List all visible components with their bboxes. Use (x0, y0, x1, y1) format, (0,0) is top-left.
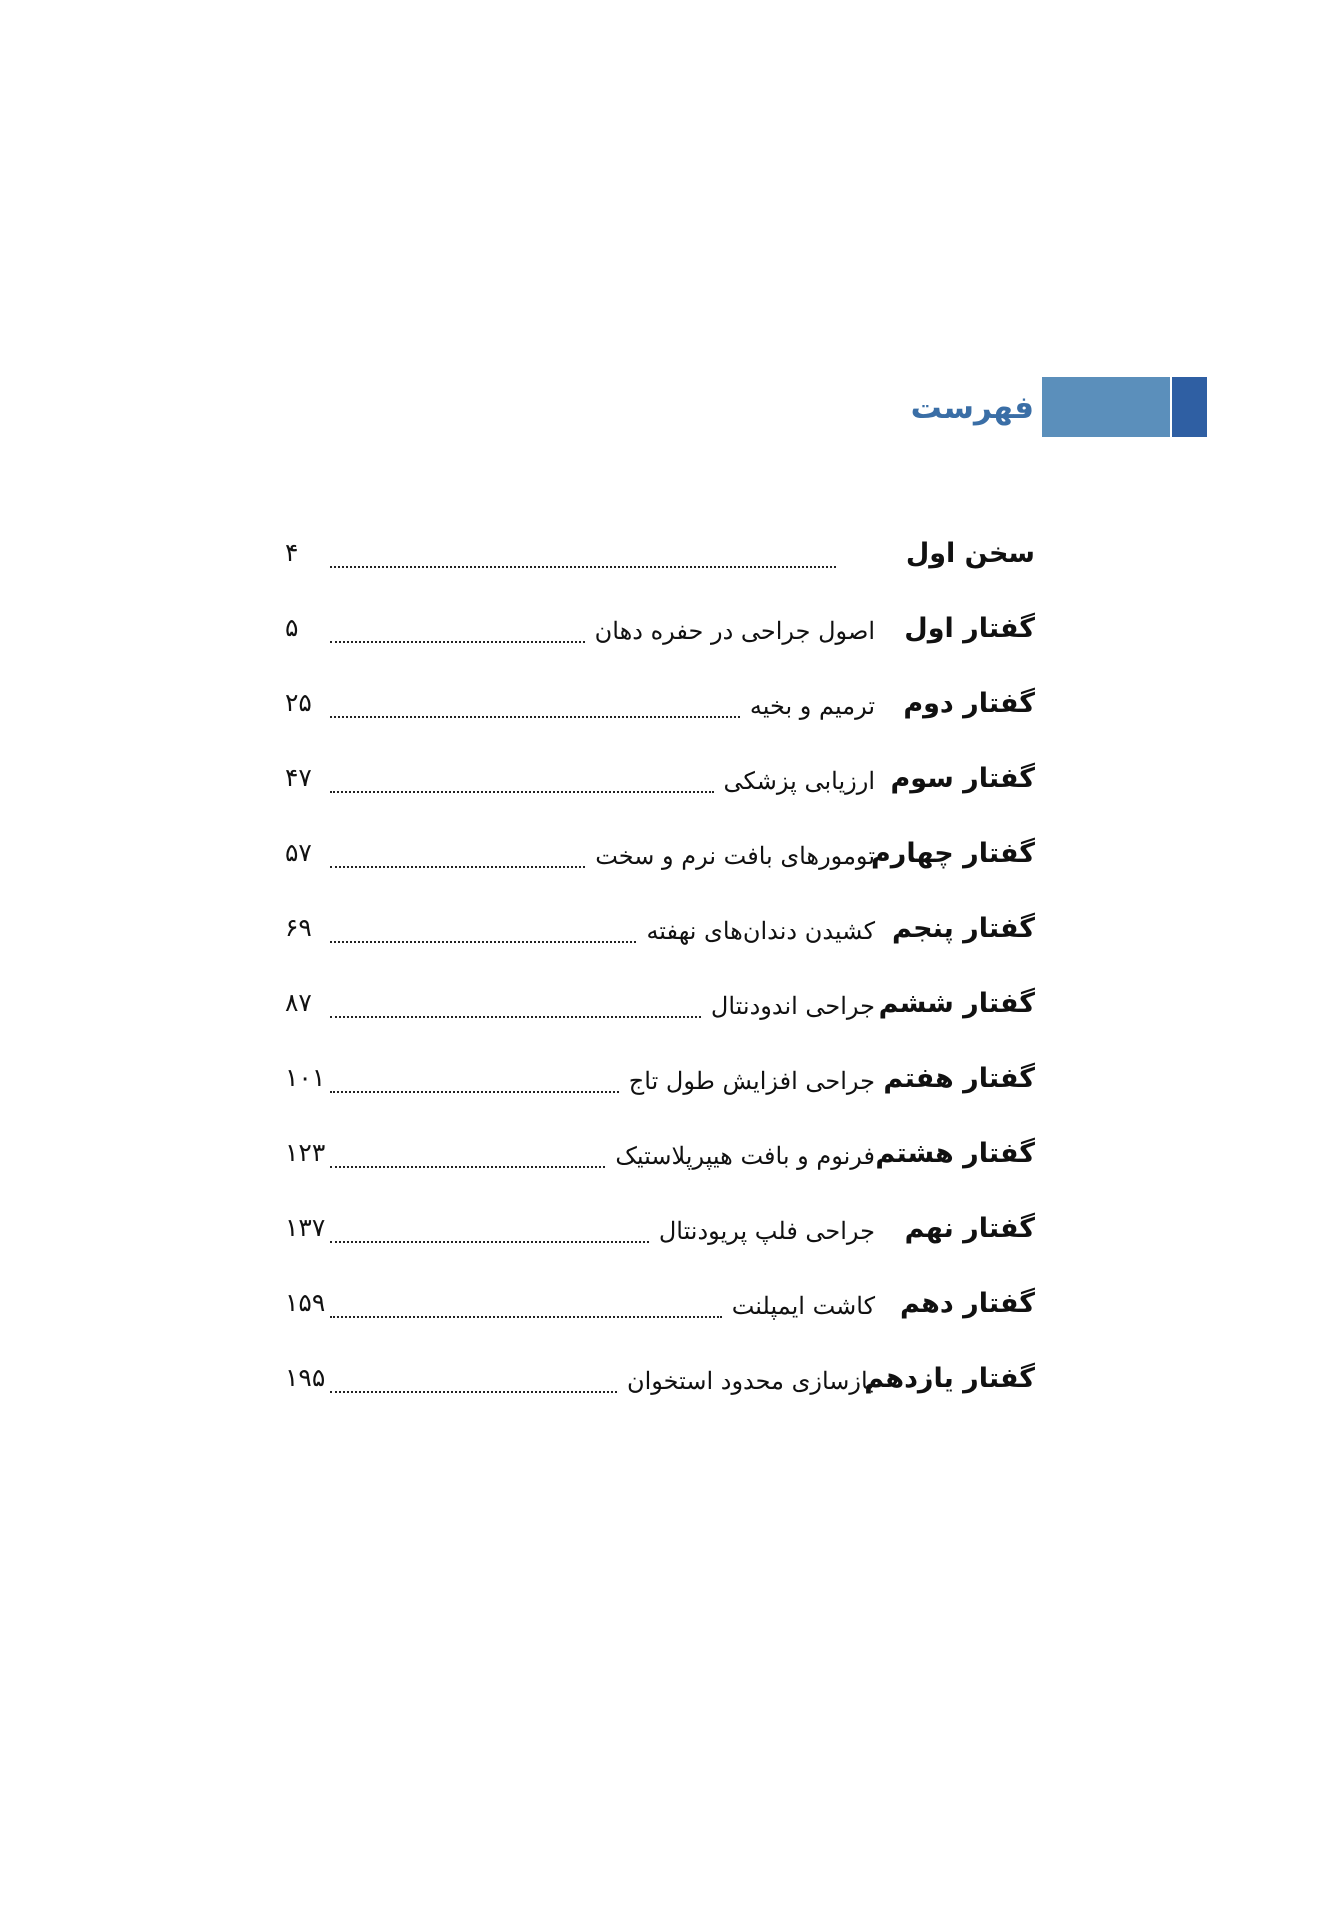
toc-entry[interactable] (285, 680, 1035, 755)
chapter-label: گفتار دهم (900, 1288, 1035, 1319)
chapter-label: گفتار هفتم (883, 1063, 1035, 1094)
dot-leader (330, 1215, 649, 1243)
chapter-label: گفتار چهارم (871, 838, 1035, 869)
chapter-title: جراحی فلپ پریودنتال (658, 1217, 875, 1245)
chapter-title: کشیدن دندان‌های نهفته (646, 917, 875, 945)
page-number: ۶۹ (285, 913, 312, 942)
page-number: ۵ (285, 613, 299, 642)
page-number: ۵۷ (285, 838, 312, 867)
toc-entry[interactable] (285, 905, 1035, 980)
chapter-title: تومورهای بافت نرم و سخت (595, 842, 875, 870)
page-number: ۱۹۵ (285, 1363, 326, 1392)
page-number: ۴ (285, 538, 299, 567)
toc-entry[interactable] (285, 1355, 1035, 1430)
chapter-label: گفتار نهم (904, 1213, 1035, 1244)
chapter-title: جراحی افزایش طول تاج (628, 1067, 875, 1095)
chapter-title: فرنوم و بافت هیپرپلاستیک (615, 1142, 875, 1170)
chapter-label: گفتار پنجم (891, 913, 1035, 944)
toc-entry[interactable] (285, 530, 1035, 605)
dot-leader (330, 1065, 619, 1093)
chapter-label: گفتار هشتم (875, 1138, 1035, 1169)
page-number: ۸۷ (285, 988, 312, 1017)
page-number: ۱۵۹ (285, 1288, 326, 1317)
title-accent-band (1042, 377, 1207, 437)
dot-leader (330, 915, 636, 943)
toc-entry[interactable] (285, 830, 1035, 905)
page-number: ۱۲۳ (285, 1138, 326, 1167)
chapter-title: اصول جراحی در حفره دهان (594, 617, 875, 645)
dot-leader (330, 765, 714, 793)
accent-bar-light (1042, 377, 1170, 437)
page-number: ۲۵ (285, 688, 312, 717)
page-number: ۱۰۱ (285, 1063, 326, 1092)
dot-leader (330, 1365, 617, 1393)
dot-leader (330, 540, 836, 568)
toc-entry[interactable] (285, 1280, 1035, 1355)
dot-leader (330, 990, 701, 1018)
chapter-title: ارزیابی پزشکی (723, 767, 875, 795)
chapter-title: کاشت ایمپلنت (731, 1292, 875, 1320)
table-of-contents (285, 530, 1035, 1430)
chapter-title: بازسازی محدود استخوان (626, 1367, 875, 1395)
toc-entry[interactable] (285, 1205, 1035, 1280)
page-number: ۱۳۷ (285, 1213, 326, 1242)
chapter-title: جراحی اندودنتال (710, 992, 875, 1020)
toc-entry[interactable] (285, 605, 1035, 680)
toc-entry[interactable] (285, 980, 1035, 1055)
chapter-label: سخن اول (905, 538, 1035, 569)
toc-entry[interactable] (285, 1055, 1035, 1130)
chapter-label: گفتار دوم (903, 688, 1035, 719)
dot-leader (330, 1140, 605, 1168)
dot-leader (330, 615, 585, 643)
chapter-label: گفتار یازدهم (864, 1363, 1035, 1394)
chapter-label: گفتار ششم (878, 988, 1035, 1019)
chapter-label: گفتار سوم (890, 763, 1035, 794)
toc-entry[interactable] (285, 755, 1035, 830)
dot-leader (330, 1290, 722, 1318)
chapter-title: ترمیم و بخیه (749, 692, 875, 720)
chapter-label: گفتار اول (904, 613, 1035, 644)
dot-leader (330, 690, 740, 718)
dot-leader (330, 840, 585, 868)
accent-bar-dark (1172, 377, 1207, 437)
toc-entry[interactable] (285, 1130, 1035, 1205)
page-title: فهرست (910, 390, 1034, 426)
page-number: ۴۷ (285, 763, 312, 792)
